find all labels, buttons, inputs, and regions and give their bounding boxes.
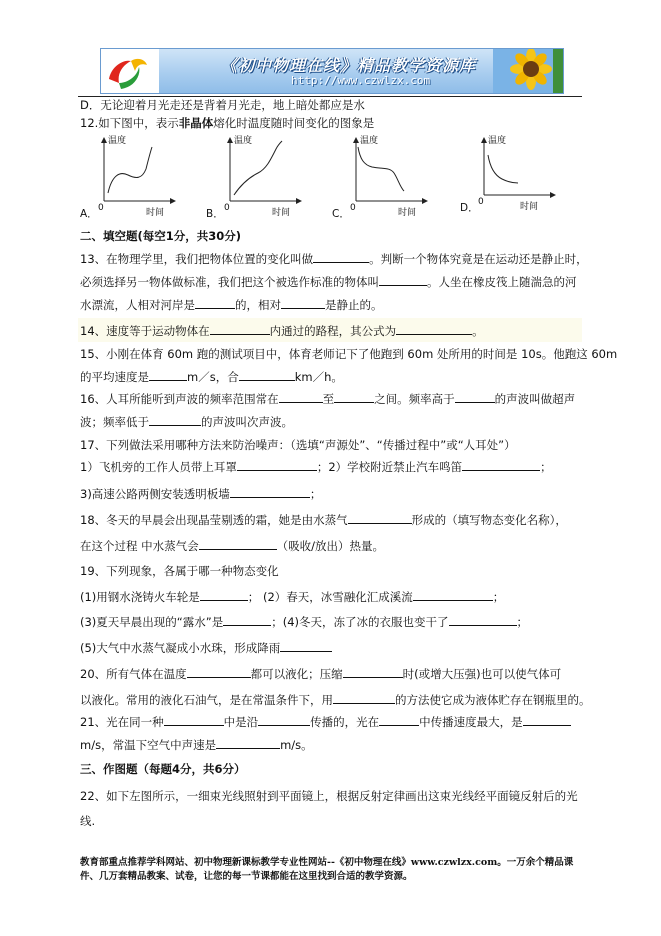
section-drawing-heading: 三、作图题（每题4分，共6分） [80, 762, 246, 776]
graph-a-origin: 0 [98, 203, 104, 213]
q19-line-1: (1)用钢水浇铸火车轮是 ； (2）春天，冰雪融化汇成溪流 ； [80, 590, 505, 604]
banner-title: 《初中物理在线》精品教学资源库 [221, 56, 477, 75]
graph-c [350, 133, 430, 218]
q18-line-2: 在这个过程 中水蒸气会 （吸收/放出）热量。 [80, 539, 385, 553]
graph-a-xlabel: 时间 [146, 208, 165, 218]
q21-line-2: m/s，常温下空气中声速是 m/s。 [80, 738, 313, 752]
sunflower-icon [493, 49, 563, 93]
q15-line-2: 的平均速度是 m／s，合 km／h。 [80, 370, 343, 384]
graph-a [98, 133, 178, 218]
graph-a-option: A． [80, 208, 98, 220]
graph-b-xlabel: 时间 [272, 208, 291, 218]
graph-c-origin: 0 [350, 203, 356, 213]
q19-line-3: (5)大气中水蒸气凝成小水珠，形成降雨 [80, 640, 332, 656]
graph-b-ylabel: 温度 [234, 136, 253, 146]
banner-url: http://www.czwlzx.com [291, 74, 431, 87]
graph-b [224, 133, 304, 218]
graph-c-option: C． [332, 208, 350, 220]
graph-b-origin: 0 [224, 203, 230, 213]
q19-stem: 19、下列现象，各属于哪一种物态变化 [80, 564, 279, 578]
q15-line-1: 15、小刚在体育 60m 跑的测试项目中，体育老师记下了他跑到 60m 处所用的时间是 10s。他跑这 60m [80, 347, 618, 361]
graph-c-ylabel: 温度 [360, 136, 379, 146]
q13-line-3: 水漂流，人相对河岸是 的，相对 是静止的。 [80, 298, 383, 312]
graph-c-xlabel: 时间 [398, 208, 417, 218]
q16-line-1: 16、人耳所能听到声波的频率范围常在 至 之间。频率高于 的声波叫做超声 [80, 392, 576, 406]
q17-line-1: 1）飞机旁的工作人员带上耳罩 ；2）学校附近禁止汽车鸣笛 ； [80, 460, 552, 474]
q12-stem: 12.如下图中，表示非晶体熔化时温度随时间变化的图象是 [80, 116, 375, 130]
footer-line-2: 件、几万套精品教案、试卷，让您的每一节课都能在这里找到合适的教学资源。 [80, 871, 413, 882]
q17-line-2: 3)高速公路两侧安装透明板墙 ； [80, 487, 322, 501]
q20-line-1: 20、所有气体在温度 都可以液化；压缩 时(或增大压强)也可以使气体可 [80, 667, 562, 681]
q22-line-1: 22、如下左图所示，一细束光线照射到平面镜上，根据反射定律画出这束光线经平面镜反射后的光 [80, 789, 578, 803]
graph-b-option: B． [206, 208, 224, 220]
graph-d-option: D． [460, 202, 479, 214]
q16-line-2: 波；频率低于 的声波叫次声波。 [80, 415, 293, 429]
q21-line-1: 21、光在同一种 中是沿 传播的，光在 中传播速度最大，是 [80, 714, 571, 730]
q19-line-2: (3)夏天早晨出现的“露水”是 ；(4)冬天，冻了冰的衣服也变干了 ； [80, 615, 529, 629]
q14-line: 14、速度等于运动物体在 内通过的路程，其公式为 。 [80, 324, 484, 338]
q13-line-2: 必须选择另一物体做标准，我们把这个被选作标准的物体叫 。人坐在橡皮筏上随湍急的河 [80, 275, 577, 289]
q18-line-1: 18、冬天的早晨会出现晶莹剔透的霜，她是由水蒸气 形成的（填写物态变化名称）， [80, 513, 567, 527]
graph-d-xlabel: 时间 [520, 202, 539, 212]
site-logo-icon [101, 49, 159, 93]
graph-a-ylabel: 温度 [108, 136, 127, 146]
graph-d [478, 133, 558, 218]
header-banner [100, 48, 564, 94]
q22-line-2: 线. [80, 814, 96, 828]
q11-option-d: D．无论迎着月光走还是背着月光走，地上暗处都应是水 [80, 98, 365, 112]
q20-line-2: 以液化。常用的液化石油气，是在常温条件下，用 的方法使它成为液体贮存在钢瓶里的。 [80, 693, 591, 707]
q17-stem: 17、下列做法采用哪种方法来防治噪声：（选填“声源处”、“传播过程中”或“人耳处”） [80, 438, 516, 452]
footer-line-1: 教育部重点推荐学科网站、初中物理新课标教学专业性网站--《初中物理在线》www.czwlzx.com。一万余个精品课 [80, 857, 574, 868]
section-fill-blank-heading: 二、填空题(每空1分，共30分) [80, 229, 242, 243]
graph-d-origin: 0 [478, 197, 484, 207]
q13-line-1: 13、在物理学里，我们把物体位置的变化叫做 。判断一个物体究竟是在运动还是静止时， [80, 252, 588, 266]
graph-d-ylabel: 温度 [488, 136, 507, 146]
